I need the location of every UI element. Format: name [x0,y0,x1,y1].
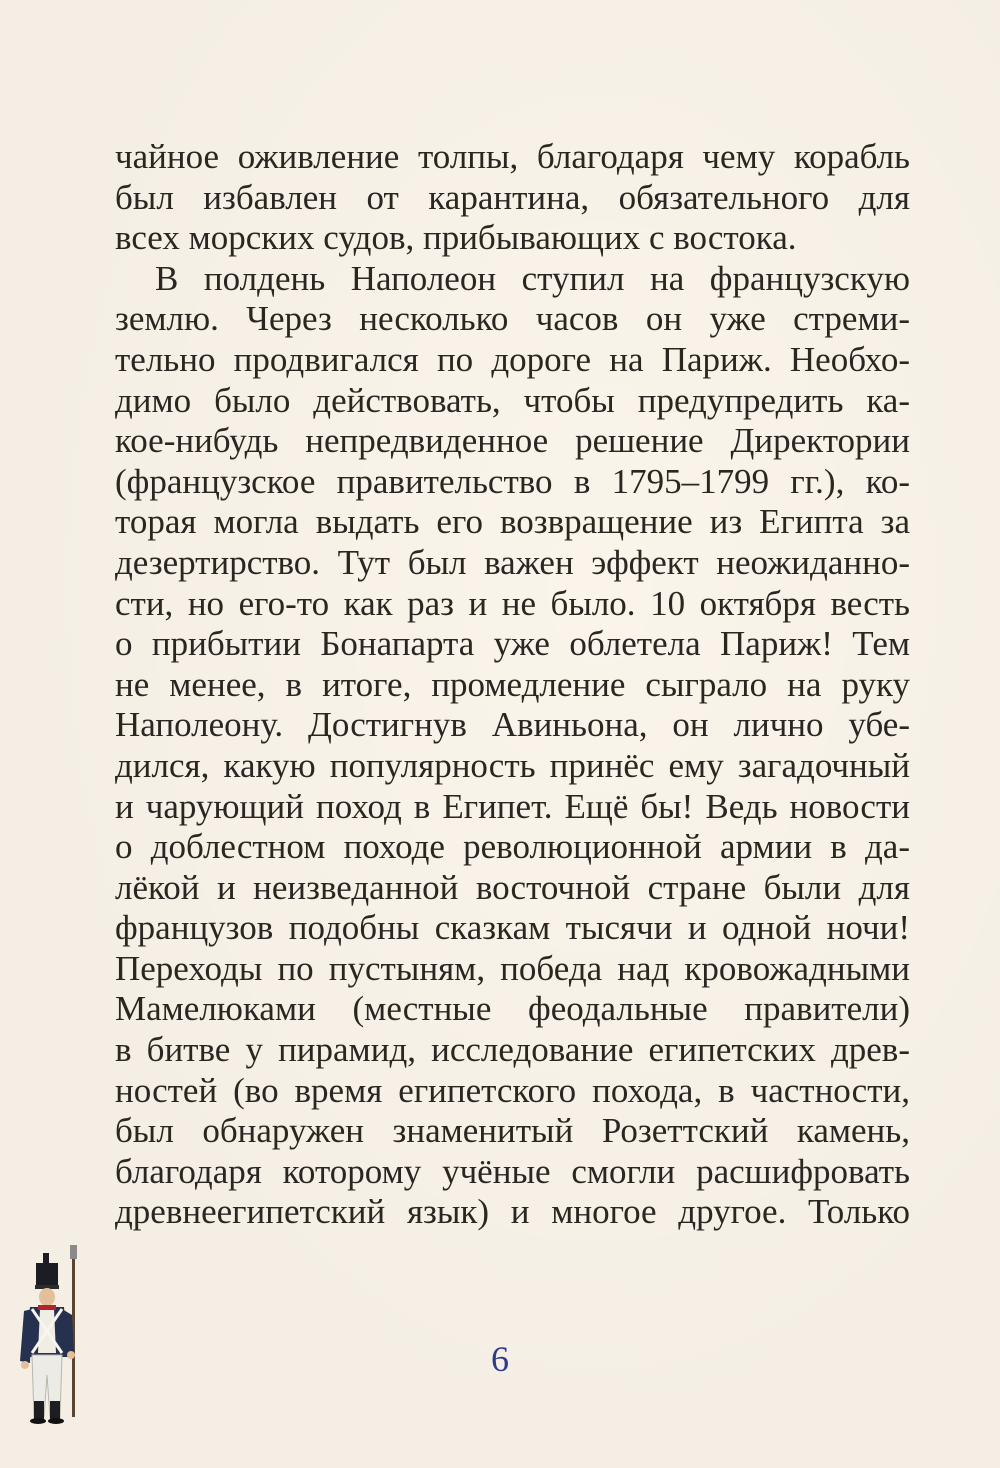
text-line: В полдень Наполеон ступил на французскую [155,258,910,298]
text-line: и чарующий поход в Египет. Ещё бы! Ведь новости [115,786,910,826]
text-line: был обнаружен знаменитый Розеттский камень, [115,1111,910,1151]
text-line: Мамелюками (местные феодальные правители) [115,989,910,1029]
text-line: ностей (во время египетского похода, в частности, [115,1070,910,1110]
text-line: торая могла выдать его возвращение из Египта за [115,502,910,542]
body-text [115,137,910,1233]
text-line: дился, какую популярность принёс ему загадочный [115,745,910,785]
text-line: древнеегипетский язык) и многое другое. Только [115,1192,910,1232]
text-line: в битве у пирамид, исследование египетских древ- [115,1030,910,1070]
text-line: благодаря которому учёные смогли расшифровать [115,1151,910,1191]
text-line: димо было действовать, чтобы предупредить ка- [115,380,910,420]
text-line: кое-нибудь непредвиденное решение Директории [115,421,910,461]
text-line: лёкой и неизведанной восточной стране были для [115,867,910,907]
text-line: чайное оживление толпы, благодаря чему корабль [115,137,910,176]
page-number: 6 [491,1339,509,1379]
text-line: не менее, в итоге, промедление сыграло на руку [115,664,910,704]
text-line: французов подобны сказкам тысячи и одной ночи! [115,908,910,948]
text-line: дезертирство. Тут был важен эффект неожиданно- [115,542,910,582]
text-line: о доблестном походе революционной армии в да- [115,827,910,867]
text-line: о прибытии Бонапарта уже облетела Париж! Тем [115,624,910,664]
text-line: землю. Через несколько часов он уже стреми- [115,299,910,339]
text-line: (французское правительство в 1795–1799 гг.), ко- [115,461,910,501]
text-line: Переходы по пустыням, победа над кровожадными [115,948,910,988]
text-line: сти, но его-то как раз и не было. 10 октября весть [115,583,910,623]
text-line: был избавлен от карантина, обязательного для [115,177,910,217]
text-line: всех морских судов, прибывающих с востока. [115,218,797,258]
text-line: Наполеону. Достигнув Авиньона, он лично убе- [115,705,910,745]
text-line: тельно продвигался по дороге на Париж. Необхо- [115,339,910,379]
